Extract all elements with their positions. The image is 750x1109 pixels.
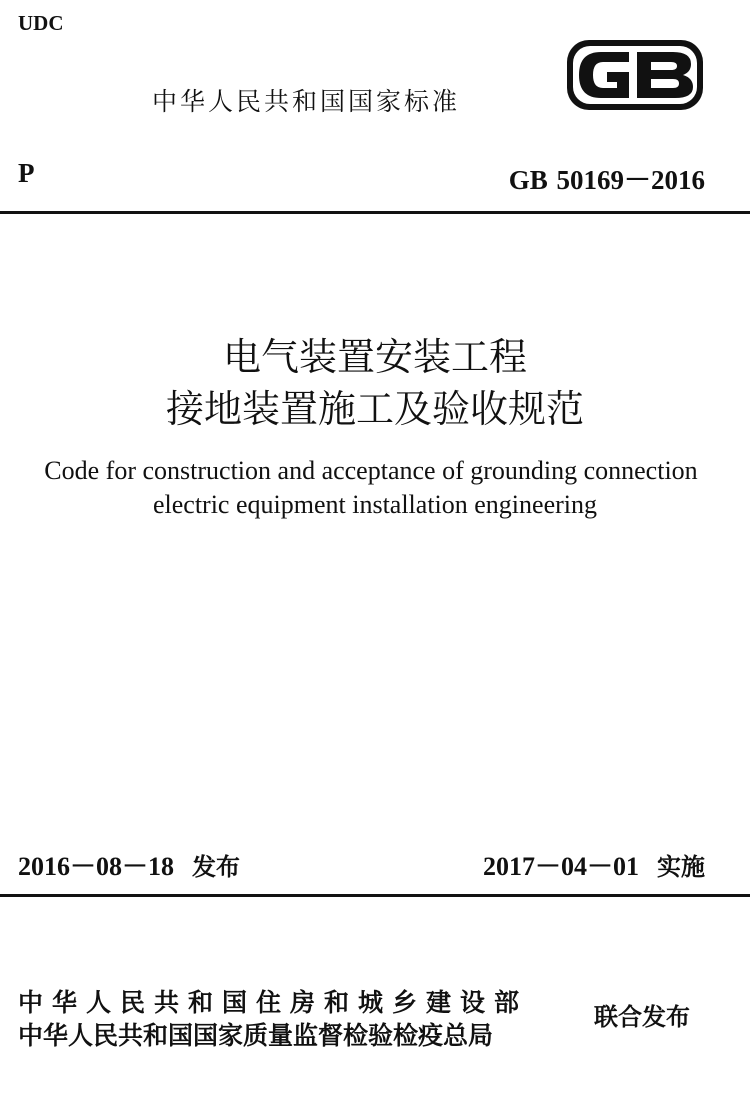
- gb-logo-text: GB: [635, 110, 637, 111]
- national-standard-heading: 中华人民共和国国家标准: [152, 87, 461, 116]
- gb-logo: [565, 38, 705, 112]
- bottom-divider: [0, 894, 750, 897]
- publisher-line2: 中华人民共和国国家质量监督检验检疫总局: [18, 1021, 494, 1050]
- title-zh-line1: 电气装置安装工程: [222, 335, 527, 379]
- publisher-line1: 中华人民共和国住房和城乡建设部: [18, 988, 529, 1017]
- title-en-line1: Code for construction and acceptance of grounding connection: [44, 456, 698, 485]
- implementation-label: 实施: [657, 853, 705, 881]
- title-en-line2: electric equipment installation engineering: [152, 490, 597, 519]
- issue-label: 发布: [192, 853, 241, 881]
- standard-number: GB 50169－2016: [508, 165, 705, 195]
- title-zh-line2: 接地装置施工及验收规范: [165, 387, 584, 431]
- issue-date-block: [18, 846, 240, 883]
- classification-code: P: [18, 158, 35, 188]
- joint-issue-label: 联合发布: [594, 1003, 690, 1031]
- top-divider: [0, 211, 750, 214]
- implementation-date: 2017－04－01: [482, 852, 639, 881]
- udc-label: UDC: [18, 11, 64, 35]
- issue-date: 2016－08－18: [18, 852, 175, 881]
- implementation-date-block: [483, 846, 705, 883]
